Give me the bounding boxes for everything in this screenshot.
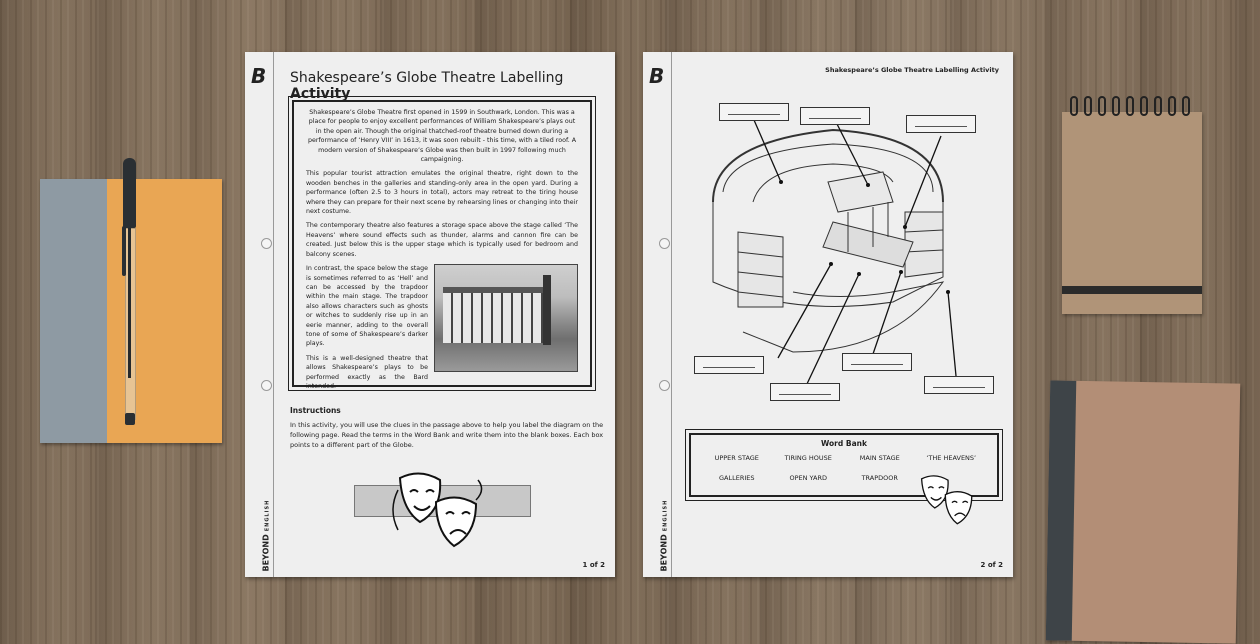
beyond-logo-icon: B <box>251 64 267 88</box>
passage-frame <box>292 100 592 390</box>
theatre-masks-icon <box>390 470 490 550</box>
label-box-4[interactable] <box>694 356 764 374</box>
label-box-5[interactable] <box>770 383 840 401</box>
kraft-notebook <box>1046 380 1241 643</box>
label-box-6[interactable] <box>842 353 912 371</box>
elastic-band <box>1062 286 1202 294</box>
beyond-logo-icon: B <box>649 64 665 88</box>
word-bank-term: MAIN STAGE <box>859 454 900 462</box>
word-bank-term: TRAPDOOR <box>861 474 898 482</box>
instructions-heading: Instructions <box>290 406 341 415</box>
passage-paragraph: In contrast, the space below the stage is sometimes referred to as ‘Hell’ and can be accessed by the trapdoor within the main stage. The trapdoor also allows characters such as ghosts or witches to suddenly rise up in an eerie manner, adding to the overall tone of some of Shakespeare’s darker plays. <box>306 265 428 348</box>
word-bank-title: Word Bank <box>821 439 867 448</box>
worksheet-page-1 <box>245 52 615 577</box>
punch-hole <box>261 380 272 391</box>
notebook-spine <box>40 179 107 443</box>
page-title: Shakespeare’s Globe Theatre Labelling Activity <box>290 70 564 102</box>
ballpoint-pen <box>122 158 138 426</box>
label-box-3[interactable] <box>906 115 976 133</box>
passage-paragraph: The contemporary theatre also features a storage space above the stage called ‘The Heavens’ where sound effects such as thunder, alarms and cannon fire can be created. Just below this is the upper stage which is typically used for bedroom and balcony scenes. <box>306 222 578 258</box>
passage-paragraph: This is a well-designed theatre that allows Shakespeare’s plays to be performed exactly as the Bard intended. <box>306 354 428 390</box>
brand-wordmark: BEYONDENGLISH <box>261 499 271 572</box>
label-box-2[interactable] <box>800 107 870 125</box>
theatre-masks-icon <box>915 472 981 528</box>
label-box-1[interactable] <box>719 103 789 121</box>
passage-paragraph: This popular tourist attraction emulates the original theatre, right down to the wooden benches in the galleries and standing-only area in the open yard. During a performance (often 2.5 to 3 hours in total), actors may retreat to the tiring house where they can prepare for their next scene by rehearsing lines or changing into their next costume. <box>306 170 578 216</box>
label-box-7[interactable] <box>924 376 994 394</box>
word-bank-term: ‘THE HEAVENS’ <box>926 454 977 462</box>
globe-theatre-photo <box>434 264 578 372</box>
brand-wordmark: BEYONDENGLISH <box>659 499 669 572</box>
page-header-title: Shakespeare’s Globe Theatre Labelling Activity <box>825 66 999 74</box>
spiral-notepad <box>1062 112 1202 314</box>
word-bank-term: OPEN YARD <box>789 474 827 482</box>
worksheet-page-2 <box>643 52 1013 577</box>
passage-paragraph: Shakespeare’s Globe Theatre first opened in 1599 in Southwark, London. This was a place for people to enjoy excellent performances of William Shakespeare’s plays out in the open air. Though the original thatched-roof theatre burned down during a performance of ‘Henry VIII’ in 1613, it was soon rebuilt - this time, with a tiled roof. A modern version of Shakespeare’s Globe was then built in 1997 following much campaigning. <box>307 109 577 164</box>
word-bank-term: GALLERIES <box>719 474 755 482</box>
word-bank-term: TIRING HOUSE <box>784 454 832 462</box>
word-bank-term: UPPER STAGE <box>714 454 759 462</box>
page-number: 1 of 2 <box>582 561 605 569</box>
page-number: 2 of 2 <box>980 561 1003 569</box>
punch-hole <box>261 238 272 249</box>
instructions-text: In this activity, you will use the clues in the passage above to help you label the diagram on the following page. Read the terms in the Word Bank and write them into the blank boxes. Each box points to a different part of the Globe. <box>290 421 604 449</box>
